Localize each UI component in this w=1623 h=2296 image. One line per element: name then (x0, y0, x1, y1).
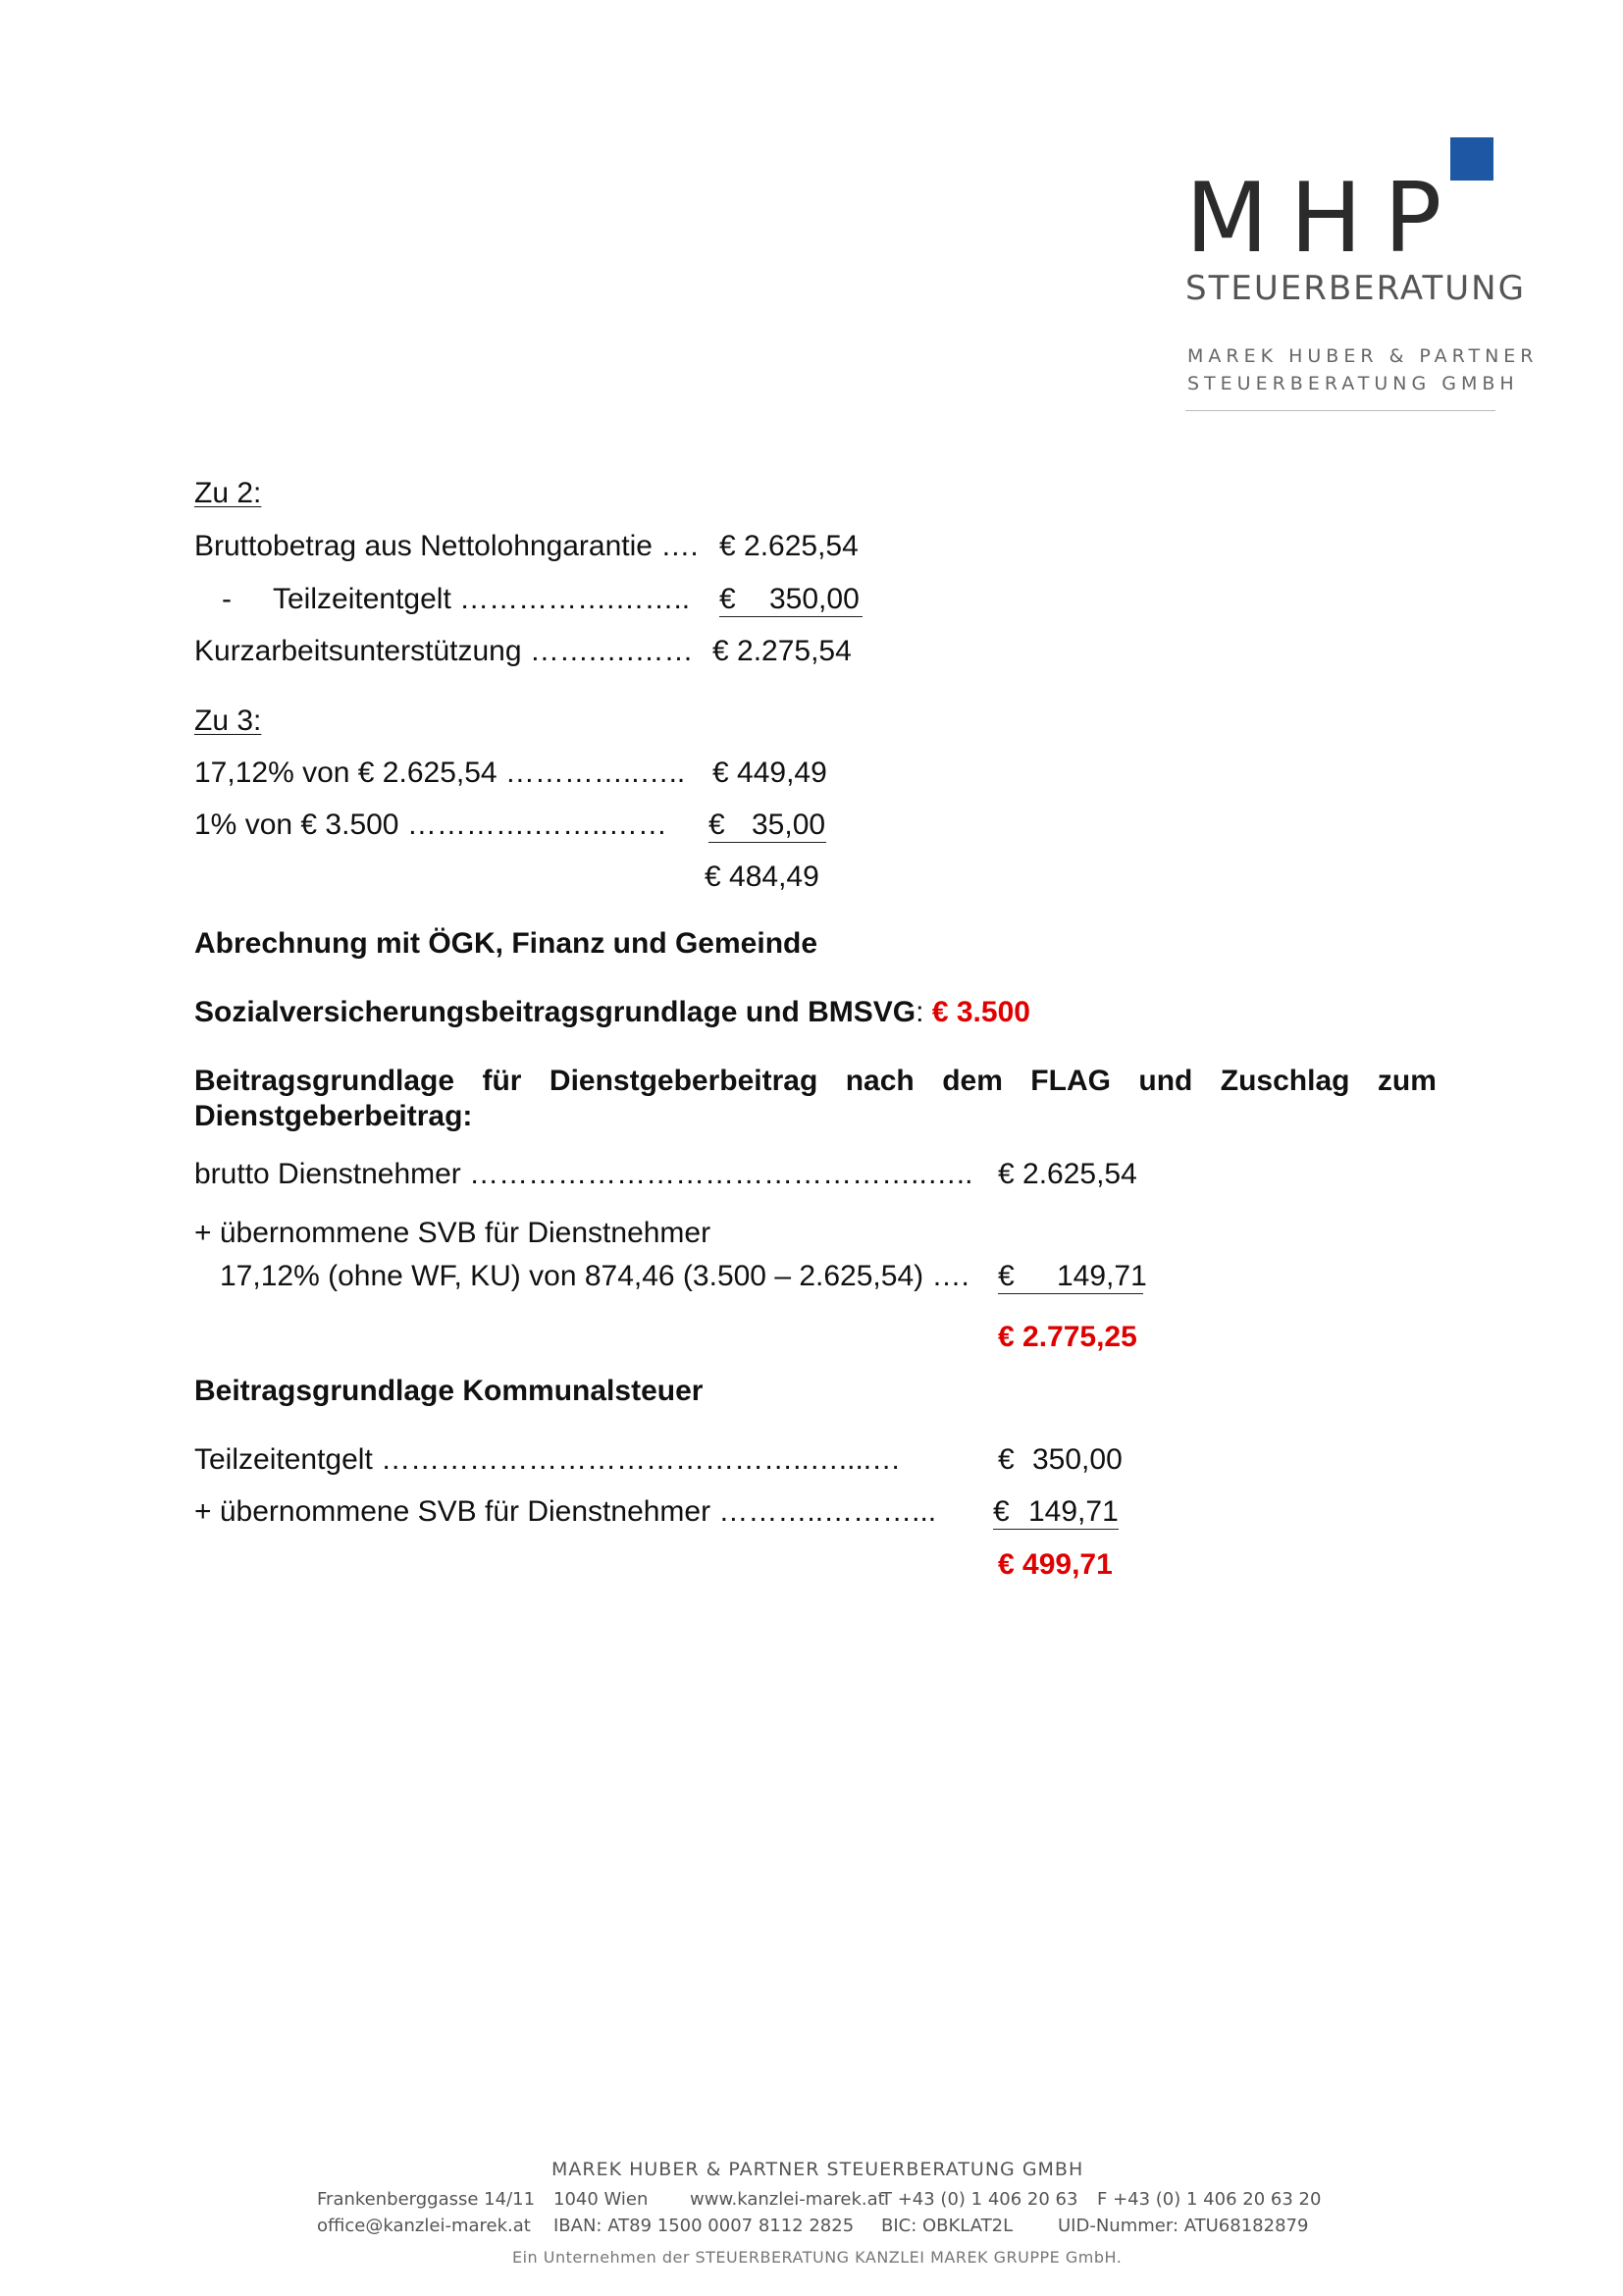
kommunal-line1-currency: € (998, 1443, 1015, 1476)
flag-heading-word: und (1138, 1065, 1193, 1097)
flag-line3-currency: € (998, 1260, 1015, 1292)
footer-city: 1040 Wien (553, 2189, 649, 2210)
section2-line2-prefix: - (222, 583, 232, 615)
flag-heading-line1 (194, 1064, 1437, 1099)
flag-heading (194, 1064, 1437, 1134)
footer-address: Frankenberggasse 14/11 (317, 2189, 536, 2210)
section2-heading: Zu 2: (194, 477, 262, 509)
kommunal-line1-value: 350,00 (1032, 1443, 1123, 1476)
flag-heading-word: für (482, 1065, 522, 1097)
footer-subline: Ein Unternehmen der STEUERBERATUNG KANZLEI MAREK GRUPPE GmbH. (512, 2248, 1123, 2267)
abrechnung-heading: Abrechnung mit ÖGK, Finanz und Gemeinde (194, 927, 818, 960)
flag-heading-line2: Dienstgeberbeitrag: (194, 1100, 473, 1132)
flag-line1-label: brutto Dienstnehmer ………………………………………..….. (194, 1158, 973, 1190)
kommunal-sum-rule (993, 1529, 1119, 1530)
svb-line (194, 996, 1030, 1029)
section3-line2-value: 35,00 (752, 809, 826, 841)
flag-heading-word: Beitragsgrundlage (194, 1065, 455, 1097)
kommunal-line2-label: + übernommene SVB für Dienstnehmer ………..………... (194, 1495, 937, 1528)
footer-iban: IBAN: AT89 1500 0007 8112 2825 (553, 2216, 855, 2236)
footer-title: MAREK HUBER & PARTNER STEUERBERATUNG GMBH (551, 2159, 1084, 2180)
flag-sum-rule (998, 1293, 1143, 1294)
footer-phone: T +43 (0) 1 406 20 63 (881, 2189, 1078, 2210)
footer-web[interactable]: www.kanzlei-marek.at (690, 2189, 885, 2210)
section3-line1-label: 17,12% von € 2.625,54 …………..….. (194, 757, 686, 789)
svb-label: Sozialversicherungsbeitragsgrundlage und BMSVG (194, 996, 916, 1028)
logo-subtitle: STEUERBERATUNG (1185, 269, 1526, 308)
flag-heading-word: zum (1377, 1065, 1437, 1097)
kommunal-line1-label: Teilzeitentgelt ……………………………………..…....… (194, 1443, 902, 1476)
section3-total: € 484,49 (705, 861, 819, 893)
footer-email[interactable]: office@kanzlei-marek.at (317, 2216, 531, 2236)
svb-value: € 3.500 (931, 996, 1030, 1028)
flag-heading-word: Dienstgeberbeitrag (549, 1065, 818, 1097)
logo-firm-line1: MAREK HUBER & PARTNER (1187, 345, 1539, 367)
flag-heading-word: dem (942, 1065, 1003, 1097)
section2-line2-currency: € (719, 583, 736, 615)
kommunal-heading: Beitragsgrundlage Kommunalsteuer (194, 1375, 704, 1407)
logo-firm-line2: STEUERBERATUNG GMBH (1187, 373, 1519, 394)
svb-colon: : (916, 996, 924, 1028)
flag-line1-value: € 2.625,54 (998, 1158, 1137, 1190)
logo-divider (1185, 410, 1495, 411)
section3-line1-value: € 449,49 (712, 757, 827, 789)
logo-wordmark: MHP (1185, 163, 1464, 275)
footer-uid: UID-Nummer: ATU68182879 (1058, 2216, 1309, 2236)
kommunal-line2-currency: € (993, 1495, 1010, 1528)
kommunal-total: € 499,71 (998, 1548, 1113, 1581)
section2-sum-rule (719, 616, 863, 617)
flag-heading-word: nach (845, 1065, 915, 1097)
section3-line2-currency: € (708, 809, 725, 841)
flag-line2-label: + übernommene SVB für Dienstnehmer (194, 1217, 711, 1249)
section2-line3-value: € 2.275,54 (712, 635, 852, 667)
section2-line1-value: € 2.625,54 (719, 530, 859, 562)
flag-heading-word: FLAG (1030, 1065, 1111, 1097)
flag-total: € 2.775,25 (998, 1321, 1137, 1353)
section3-heading: Zu 3: (194, 704, 262, 737)
section3-line2-label: 1% von € 3.500 ………….……..…… (194, 809, 667, 841)
section3-sum-rule (708, 842, 826, 843)
footer-bic: BIC: OBKLAT2L (881, 2216, 1014, 2236)
kommunal-line2-value: 149,71 (1028, 1495, 1119, 1528)
flag-line3-label: 17,12% (ohne WF, KU) von 874,46 (3.500 – 2.625,54) …. (220, 1260, 969, 1292)
flag-heading-word: Zuschlag (1220, 1065, 1350, 1097)
section2-line1-label: Bruttobetrag aus Nettolohngarantie …. (194, 530, 699, 562)
section2-line2-label: Teilzeitentgelt …………….…….. (273, 583, 691, 615)
flag-line3-value: 149,71 (1057, 1260, 1147, 1292)
section2-line2-value: 350,00 (769, 583, 860, 615)
section2-line3-label: Kurzarbeitsunterstützung …….….…… (194, 635, 694, 667)
footer-fax: F +43 (0) 1 406 20 63 20 (1097, 2189, 1322, 2210)
